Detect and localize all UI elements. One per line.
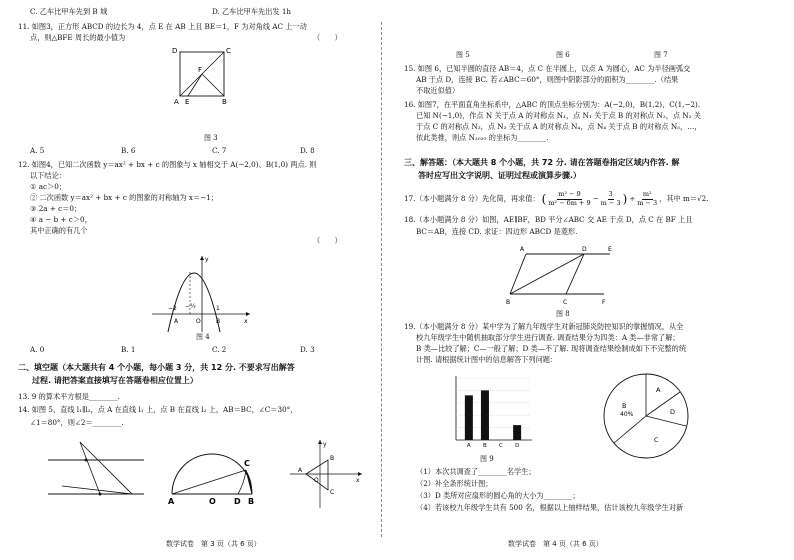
q11-option-b: B. 6 [121,146,136,155]
q13-text: 13. 9 的算术平方根是________. [18,392,120,401]
q10-option-d: D. 乙车比甲车先出发 1h [212,7,292,16]
y-axis-arrow [200,256,204,260]
label-o: O [196,318,201,325]
q12-statement-4: ④ a − b + c＞0， [30,215,92,224]
figure-7 [286,438,366,510]
pie-label-b: B [622,402,627,410]
q18-text-2: BC＝AB，连接 CD. 求证：四边形 ABCD 是菱形. [416,227,578,236]
label-c: C [563,299,568,306]
tick-neg-half: −½ [185,303,196,310]
q17-fraction-3: $\frac{\text{m²}}{m - 3}$ [637,190,658,207]
pie-label-d: D [670,408,676,416]
q19-sub-2: （2）补全条形统计图； [416,479,493,488]
bar-b [481,390,489,440]
figure-5-caption: 图 5 [456,51,470,59]
q11-option-a: A. 5 [30,146,45,155]
q12-option-c: C. 2 [212,345,227,354]
tick-one: 1 [216,305,220,312]
q19-text: 19.（本小题满分 8 分）某中学为了解九年级学生对新冠肺炎防控知识的掌握情况，从全 [404,322,684,331]
footer-page-3: 数学试卷 第 3 页（共 6 页） [166,540,261,548]
label-d: D [172,47,178,55]
q14-text: 14. 如图 5，直线 l₁∥l₂，点 A 在直线 l₁ 上，点 B 在直线 l₂ 上，AB＝BC，∠C＝30°， [18,405,298,414]
q12-text-2: 以下结论： [30,171,66,180]
q17-fraction-2: $\frac{3}{m - 3}$ [600,190,621,207]
figure-6 [166,434,262,508]
chord-bc [246,470,252,494]
q19-text-3: B 类—比较了解；C—一般了解；D 类—不了解. 现将调查结果绘制成如下不完整的统 [416,344,687,353]
label-b: B [248,497,255,506]
section-3-title: 三、解答题：（本大题共 8 个小题，共 72 分. 请在答题卷指定区域内作答. 解 [404,158,680,167]
q19-text-2: 校九年级学生中随机抽取部分学生进行调查. 调查结果分为四类：A 类—非常了解； [416,333,680,342]
q12-text: 12. 如图4，已知二次函数 y＝ax² + bx + c 的图象与 x 轴相交于 A(−2,0)、B(1,0) 两点. 则 [18,160,317,169]
q11-option-d: D. 8 [300,146,315,155]
label-c: C [244,459,250,468]
label-a: A [174,98,179,106]
q12-statement-2: ② 二次函数 y＝ax² + bx + c 的图象的对称轴为 x＝−1； [30,193,218,202]
tick-label-a: A [466,443,471,449]
q19-sub-4: （4）若该校九年级学生共有 500 名，根据以上抽样结果，估计该校九年级学生对新 [416,503,684,512]
tick-label-d: D [515,443,520,449]
label-a: A [174,318,179,325]
figure-4-caption: 图 4 [196,333,210,341]
label-c: C [226,47,231,55]
diagonal-bd [510,254,584,294]
q14-text-2: ∠1＝80°，则∠2＝________. [30,418,124,427]
q17-close-paren: ) [622,192,628,206]
q17-minus: − [592,194,599,204]
side-ab [510,254,526,294]
q15-text-2: AB 于点 D，连接 BC. 若∠ABC＝60°，则图中阴影部分的面积为________.（结果 [416,75,679,84]
label-d: D [234,497,241,506]
q12-answer-paren: （ ） [313,236,342,245]
label-o: O [314,477,319,484]
label-f: F [602,299,606,306]
page-3 [18,0,378,560]
label-b: B [222,98,227,106]
q11-answer-paren: （ ） [313,33,342,42]
figure-3 [158,44,238,134]
q18-text: 18.（本小题满分 8 分）如图，AE∥BF，BD 平分∠ABC 交 AE 于点 D，点 C 在 BF 上且 [404,215,693,224]
q10-option-c: C. 乙车比甲车先到 B 城 [30,7,108,16]
q11-option-c: C. 7 [212,146,227,155]
q16-text-3: 于点 C 的对称点 N₃，点 N₃ 关于点 A 的对称点 N₄，点 N₄ 关于点 B 的对称点 N₅，…， [416,122,702,131]
label-f: F [198,66,203,74]
section-3-title-2: 答时应写出文字说明、证明过程或演算步骤.） [418,171,582,180]
q12-statement-1: ① ac＞0； [30,182,66,191]
label-d: D [582,246,587,253]
point-b [99,493,102,496]
chord-ac [172,470,246,494]
q17-open-paren: ( [541,192,547,206]
segment-ab [80,442,100,494]
figure-3-caption: 图 3 [204,134,218,142]
figure-9-caption: 图 9 [480,455,494,463]
segment-ac [80,442,132,494]
q15-text-3: 不取近似值） [416,86,460,95]
q16-text-2: 已知 N(−1,0)，作点 N 关于点 A 的对称点 N₁，点 N₁ 关于点 B 的对称点 N₂，点 N₂ 关 [416,111,701,120]
triangle-abc [306,460,328,490]
q12-option-d: D. 3 [300,345,315,354]
q17-text-2: ，其中 m＝√2. [659,194,709,204]
q11-text: 11. 如图3，正方形 ABCD 的边长为 4，点 E 在 AB 上且 BE＝1，F 为对角线 AC 上一动 [18,22,307,31]
figure-8-caption: 图 8 [556,310,570,318]
label-b: B [506,299,511,306]
tick-label-b: B [482,443,487,449]
label-a: A [520,246,525,253]
label-c: C [330,489,335,496]
q12-option-a: A. 0 [30,345,45,354]
label-y: y [323,441,327,448]
arc-cd [238,470,246,494]
q12-statement-3: ③ 2a + c＝0； [30,204,82,213]
segment-fb [202,74,224,96]
bar-a [465,395,473,440]
y-axis-arrow [318,440,322,444]
pie-label-c: C [654,436,659,444]
x-axis-arrow [358,472,362,476]
label-b: B [330,455,335,462]
figure-4 [146,252,256,334]
x-axis-arrow [246,312,250,316]
q16-text: 16. 如图7，在平面直角坐标系中，△ABC 的顶点坐标分别为：A(−2,0)，B(1,2)，C(1,−2). [404,100,701,109]
label-a: A [168,497,175,506]
point-a [85,459,88,462]
page-divider [381,22,382,537]
pie-label-b-pct: 40% [620,411,634,418]
q12-text-3: 其中正确的有几个 [30,226,88,235]
tick-neg2: −2 [168,305,177,312]
figure-5 [48,438,148,508]
q19-sub-1: （1）本次共调查了________名学生； [416,467,536,476]
figure-8 [506,242,616,308]
q17-fraction-1: m² − 9 m² − 6m + 9 [548,190,591,207]
q12-option-b: B. 1 [121,345,136,354]
semicircle [172,454,252,494]
q17 [404,191,708,207]
segment-ef [188,74,202,96]
label-b: B [216,318,221,325]
q15-text: 15. 如图 6，已知半圆的直径 AB＝4，点 C 在半圆上，以点 A 为圆心，AC 为半径画弧交 [404,64,691,73]
pie-label-a: A [656,386,661,394]
q19-text-4: 计图. 请根据统计图中的信息解答下列问题： [416,355,558,364]
side-cd [566,254,584,294]
figure-9-bar-chart [444,372,534,450]
q16-text-4: 依此类推，则点 N₂₀₂₀ 的坐标为________. [416,133,549,142]
q17-divide: ÷ [629,194,636,204]
section-2-title: 二、填空题（本大题共有 4 个小题，每小题 3 分，共 12 分. 不要求写出解答 [18,363,295,372]
q11-text-2: 点，则△BFE 周长的最小值为 [30,33,126,42]
page-4 [398,0,758,560]
figure-9-pie-chart [600,370,700,466]
section-2-title-2: 过程. 请把答案直接填写在答题卷相应位置上） [32,376,198,385]
figure-7-caption: 图 7 [654,51,668,59]
label-e: E [608,246,612,253]
label-x: x [356,477,360,484]
label-a: A [298,467,303,474]
label-e: E [185,98,190,106]
tick-label-c: C [499,443,503,449]
bar-d [513,425,521,440]
label-x: x [244,318,248,325]
label-o: O [209,497,216,506]
figure-6-caption: 图 6 [556,51,570,59]
q17-text: 17.（本小题满分 8 分）先化简，再求值： [404,194,540,204]
q19-sub-3: （3）D 类所对应扇形的圆心角的大小为________； [416,491,580,500]
footer-page-4: 数学试卷 第 4 页（共 6 页） [508,540,603,548]
label-y: y [205,256,209,263]
